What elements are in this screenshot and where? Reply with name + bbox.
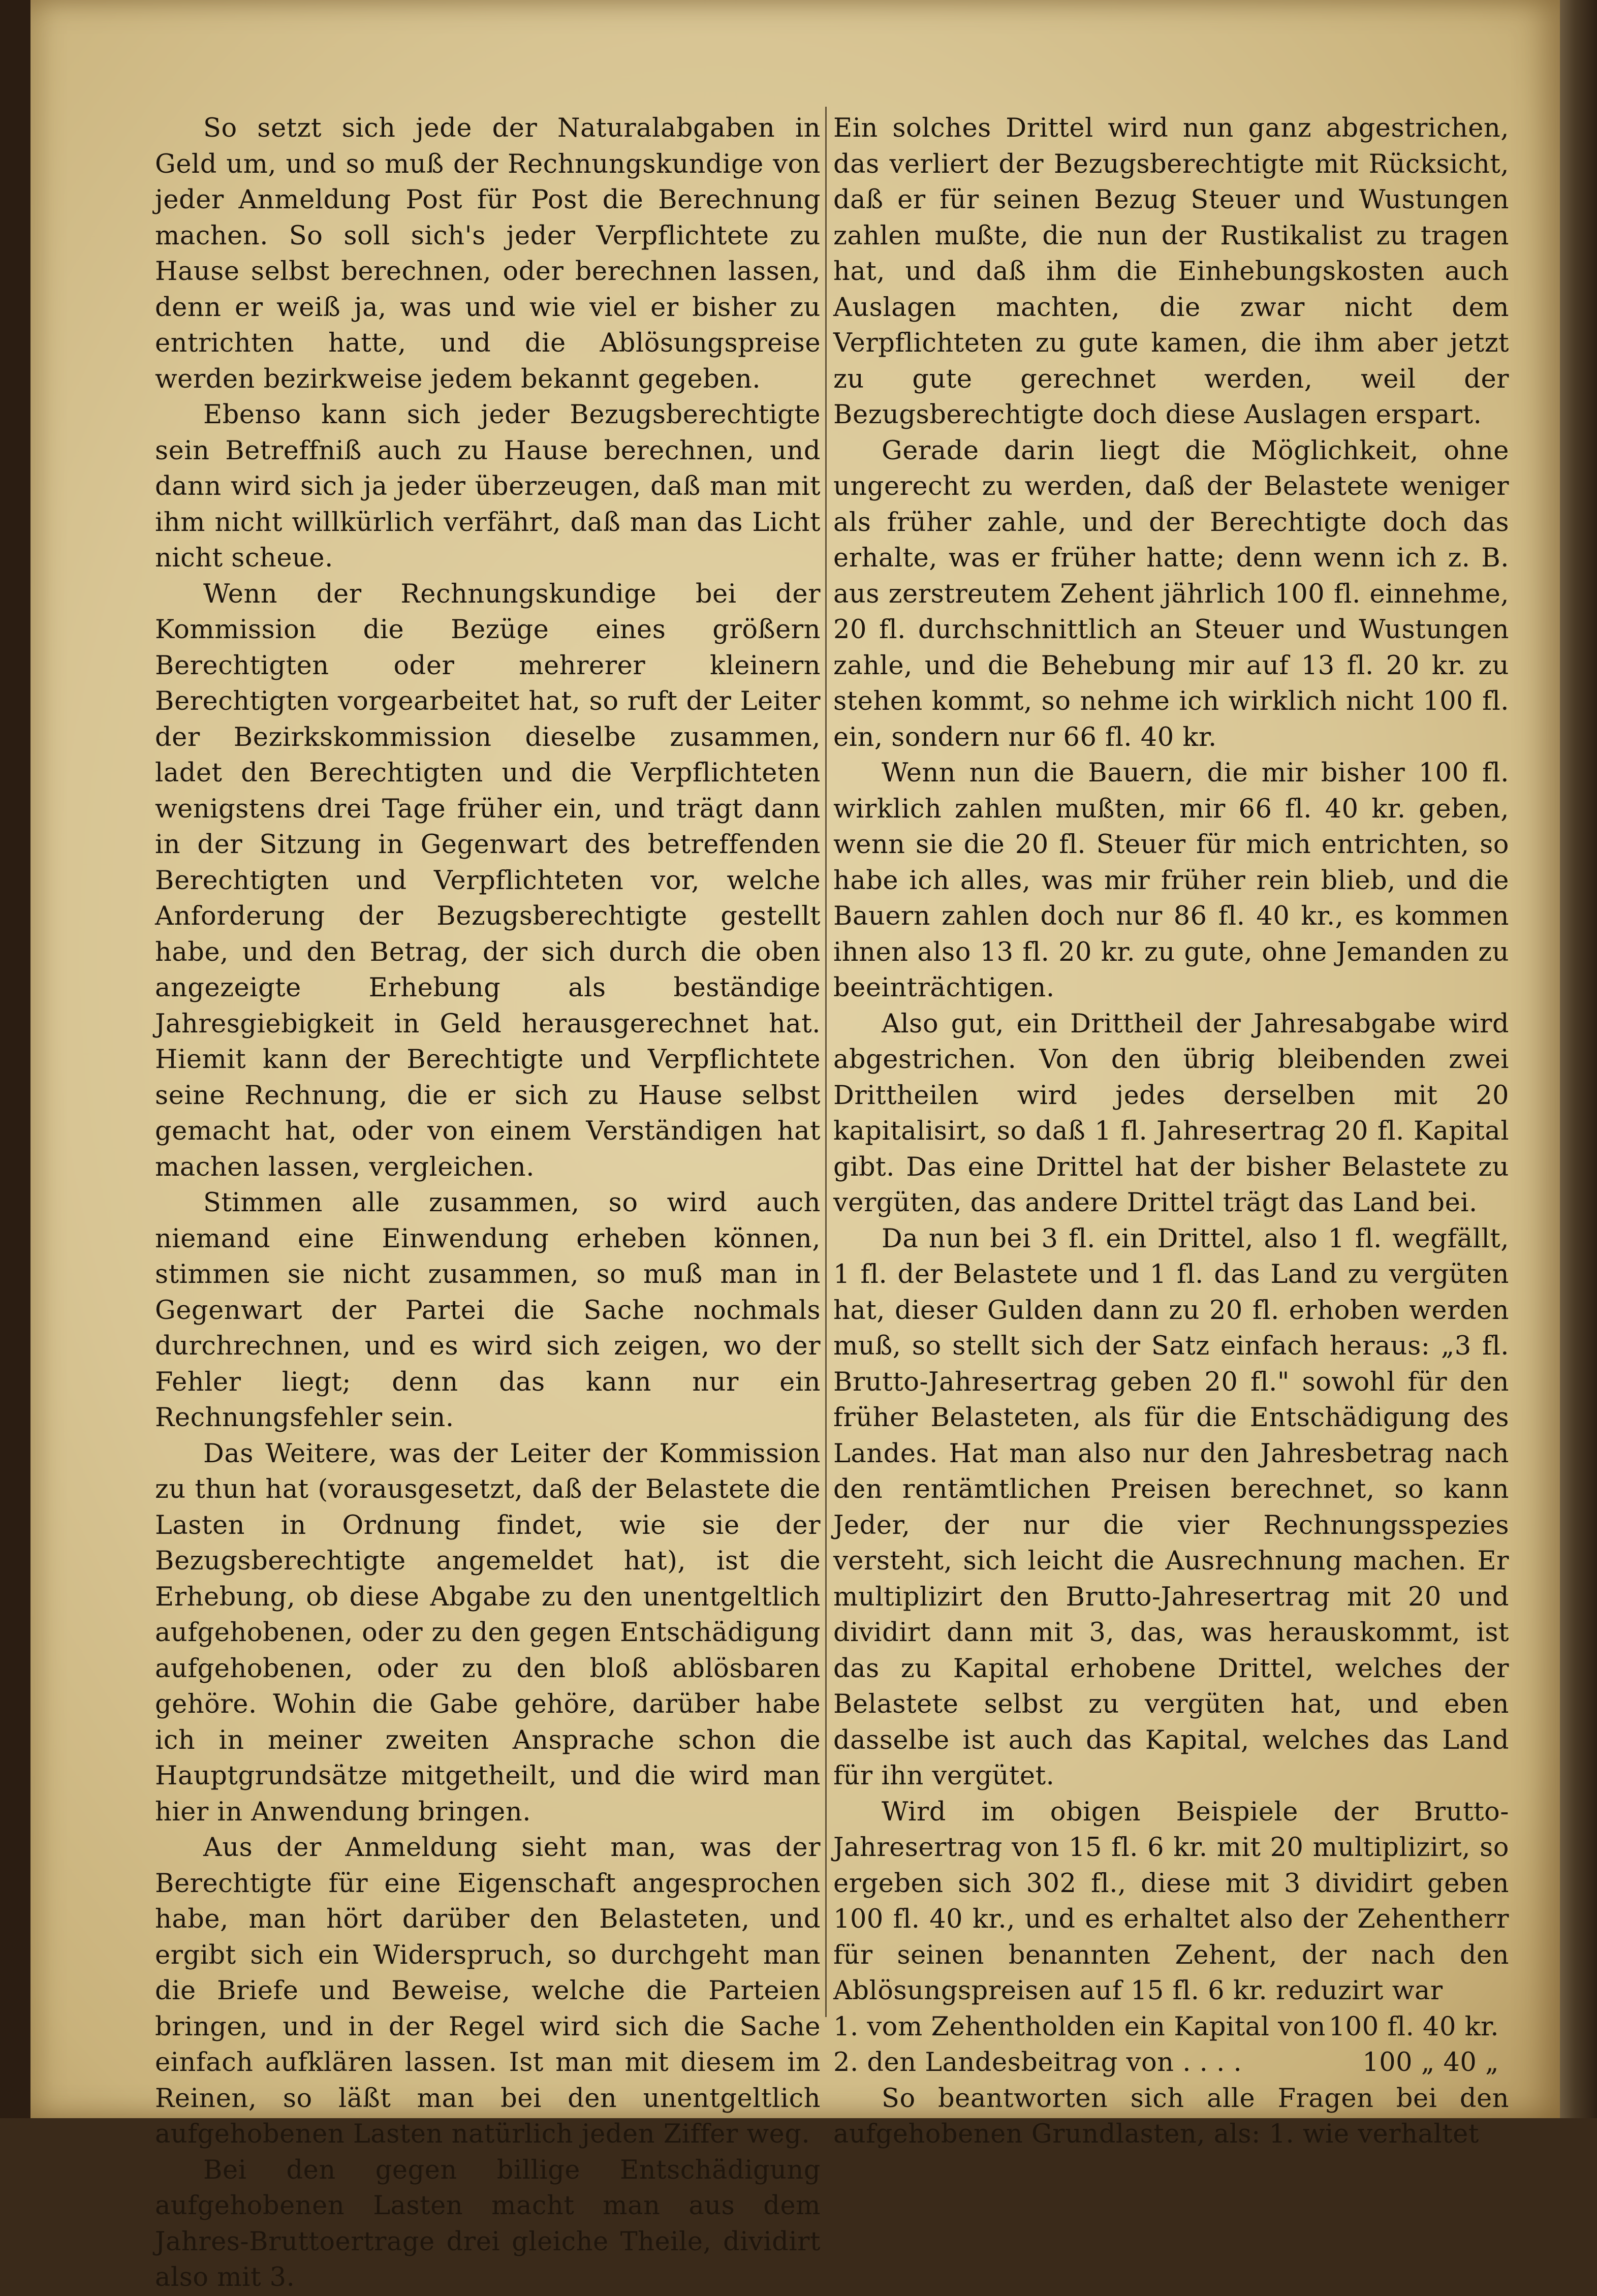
paragraph: Ein solches Drittel wird nun ganz abgestrichen, das verliert der Bezugsberechtigte mit Rücksicht, daß er für seinen Bezug Steuer und Wustungen zahlen mußte, die nun der Rustikalist zu tragen hat, und daß ihm die Einhebungskosten auch Auslagen machten, die zwar nicht dem Verpflichteten zu gute kamen, die ihm aber jetzt zu gute gerechnet werden, weil der Bezugsberechtigte doch diese Auslagen erspart. — [833, 113, 1509, 430]
right-text-column — [833, 111, 1509, 2153]
left-text-column — [155, 111, 821, 2296]
paragraph: Also gut, ein Drittheil der Jahresabgabe wird abgestrichen. Von den übrig bleibenden zwei Drittheilen wird jedes derselben mit 20 kapitalisirt, so daß 1 fl. Jahresertrag 20 fl. Kapital gibt. Das eine Drittel hat der bisher Belastete zu vergüten, das andere Drittel trägt das Land bei. — [833, 1009, 1509, 1218]
paragraph: So beantworten sich alle Fragen bei den aufgehobenen Grundlasten, als: 1. wie verhaltet — [833, 2083, 1509, 2149]
paragraph: Das Weitere, was der Leiter der Kommission zu thun hat (vorausgesetzt, daß der Belastete die Lasten in Ordnung findet, wie sie der Bezugsberechtigte angemeldet hat), ist die Erhebung, ob diese Abgabe zu den unentgeltlich aufgehobenen, oder zu den gegen Entschädigung aufgehobenen, oder zu den bloß ablösbaren gehöre. Wohin die Gabe gehöre, darüber habe ich in meiner zweiten Ansprache schon die Hauptgrundsätze mitgetheilt, und die wird man hier in Anwendung bringen. — [155, 1438, 821, 1827]
paragraph: Aus der Anmeldung sieht man, was der Berechtigte für eine Eigenschaft angesprochen habe, man hört darüber den Belasteten, und ergibt sich ein Widerspruch, so durchgeht man die Briefe und Beweise, welche die Parteien bringen, und in der Regel wird sich die Sache einfach aufklären lassen. Ist man mit diesem im Reinen, so läßt man bei den unentgeltlich aufgehobenen Lasten natürlich jeden Ziffer weg. — [155, 1833, 821, 2149]
list-item — [833, 2009, 1509, 2046]
list-item-value: 100 fl. 40 kr. — [1328, 2011, 1499, 2042]
list-item-label: 2. den Landesbeitrag von . . . . — [833, 2048, 1242, 2078]
column-divider — [825, 107, 827, 2017]
paragraph: Bei den gegen billige Entschädigung aufgehobenen Lasten macht man aus dem Jahres-Bruttoertrage drei gleiche Theile, dividirt also mit 3. — [155, 2155, 821, 2292]
book-binding-edge — [1560, 0, 1597, 2118]
paragraph: Wenn der Rechnungskundige bei der Kommission die Bezüge eines größern Berechtigten oder mehrerer kleinern Berechtigten vorgearbeitet hat, so ruft der Leiter der Bezirkskommission dieselbe zusammen, ladet den Berechtigten und die Verpflichteten wenigstens drei Tage früher ein, und trägt dann in der Sitzung in Gegenwart des betreffenden Berechtigten und Verpflichteten vor, welche Anforderung der Bezugsberechtigte gestellt habe, und den Betrag, der sich durch die oben angezeigte Erhebung als beständige Jahresgiebigkeit in Geld herausgerechnet hat. Hiemit kann der Berechtigte und Verpflichtete seine Rechnung, die er sich zu Hause selbst gemacht hat, oder von einem Verständigen hat machen lassen, vergleichen. — [155, 579, 821, 1182]
paragraph: Wenn nun die Bauern, die mir bisher 100 fl. wirklich zahlen mußten, mir 66 fl. 40 kr. geben, wenn sie die 20 fl. Steuer für mich entrichten, so habe ich alles, was mir früher rein blieb, und die Bauern zahlen doch nur 86 fl. 40 kr., es kommen ihnen also 13 fl. 20 kr. zu gute, ohne Jemanden zu beeinträchtigen. — [833, 758, 1509, 1003]
list-item — [833, 2045, 1509, 2081]
paragraph: So setzt sich jede der Naturalabgaben in Geld um, und so muß der Rechnungskundige von jeder Anmeldung Post für Post die Berechnung machen. So soll sich's jeder Verpflichtete zu Hause selbst berechnen, oder berechnen lassen, denn er weiß ja, was und wie viel er bisher zu entrichten hatte, und die Ablösungspreise werden bezirkweise jedem bekannt gegeben. — [155, 113, 821, 394]
paragraph: Ebenso kann sich jeder Bezugsberechtigte sein Betreffniß auch zu Hause berechnen, und dann wird sich ja jeder überzeugen, daß man mit ihm nicht willkürlich verfährt, daß man das Licht nicht scheue. — [155, 400, 821, 573]
paragraph: Wird im obigen Beispiele der Brutto-Jahresertrag von 15 fl. 6 kr. mit 20 multiplizirt, so ergeben sich 302 fl., diese mit 3 dividirt geben 100 fl. 40 kr., und es erhaltet also der Zehentherr für seinen benannten Zehent, der nach den Ablösungspreisen auf 15 fl. 6 kr. reduzirt war — [833, 1797, 1509, 2006]
list-item-label: 1. vom Zehentholden ein Kapital von — [833, 2011, 1326, 2042]
paragraph: Da nun bei 3 fl. ein Drittel, also 1 fl. wegfällt, 1 fl. der Belastete und 1 fl. das Land zu vergüten hat, dieser Gulden dann zu 20 fl. erhoben werden muß, so stellt sich der Satz einfach heraus: „3 fl. Brutto-Jahresertrag geben 20 fl." sowohl für den früher Belasteten, als für die Entschädigung des Landes. Hat man also nur den Jahresbetrag nach den rentämtlichen Preisen berechnet, so kann Jeder, der nur die vier Rechnungsspezies versteht, sich leicht die Ausrechnung machen. Er multiplizirt den Brutto-Jahresertrag mit 20 und dividirt dann mit 3, das, was herauskommt, ist das zu Kapital erhobene Drittel, welches der Belastete selbst zu vergüten hat, und eben dasselbe ist auch das Kapital, welches das Land für ihn vergütet. — [833, 1223, 1509, 1791]
paragraph: Gerade darin liegt die Möglichkeit, ohne ungerecht zu werden, daß der Belastete weniger als früher zahle, und der Berechtigte doch das erhalte, was er früher hatte; denn wenn ich z. B. aus zerstreutem Zehent jährlich 100 fl. einnehme, 20 fl. durchschnittlich an Steuer und Wustungen zahle, und die Behebung mir auf 13 fl. 20 kr. zu stehen kommt, so nehme ich wirklich nicht 100 fl. ein, sondern nur 66 fl. 40 kr. — [833, 435, 1509, 752]
payment-list — [833, 2009, 1509, 2081]
list-item-value: 100 „ 40 „ — [1362, 2048, 1499, 2078]
paragraph: Stimmen alle zusammen, so wird auch niemand eine Einwendung erheben können, stimmen sie nicht zusammen, so muß man in Gegenwart der Partei die Sache nochmals durchrechnen, und es wird sich zeigen, wo der Fehler liegt; denn das kann nur ein Rechnungsfehler sein. — [155, 1188, 821, 1433]
